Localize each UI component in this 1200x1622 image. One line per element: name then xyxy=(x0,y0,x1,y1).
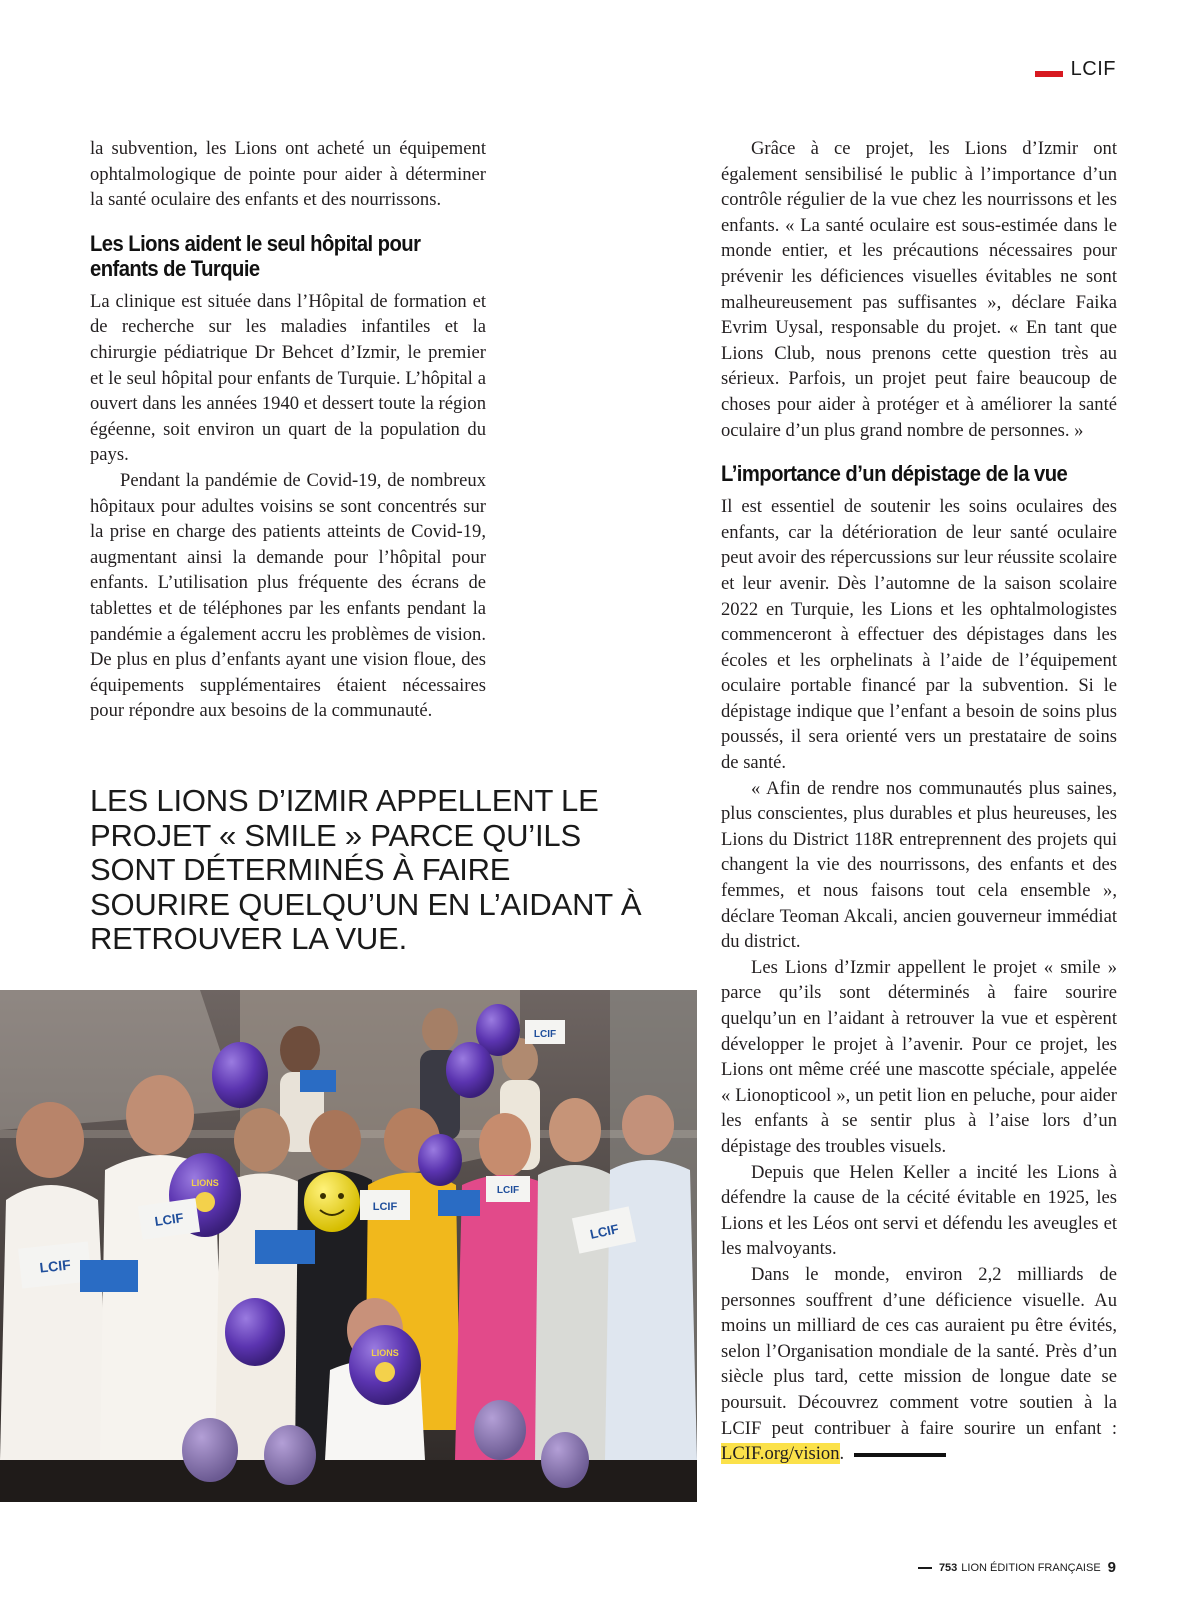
section-heading: Les Lions aident le seul hôpital pour enfants de Turquie xyxy=(90,230,421,281)
balloon-text: LIONS xyxy=(371,1348,399,1358)
right-column xyxy=(721,136,1117,1467)
sign-text: LCIF xyxy=(533,1029,557,1040)
sign-text: LCIF xyxy=(496,1185,520,1196)
left-column xyxy=(90,136,486,724)
footer-dash xyxy=(918,1567,932,1569)
paragraph: « Afin de rendre nos communautés plus saines, plus conscientes, plus durables et plus heureuses, les Lions du District 118R entreprennent des projets qui changent la vie des nourrissons, des enfants et des femmes, et nous faisons tout cela ensemble », déclare Teoman Akcali, ancien gouverneur immédiat du district. xyxy=(721,777,1117,953)
section-accent-bar xyxy=(1035,71,1063,77)
section-label: LCIF xyxy=(1070,58,1116,80)
section-tag xyxy=(1035,58,1116,81)
end-of-article-mark xyxy=(854,1453,946,1457)
sign-text: LCIF xyxy=(588,1221,621,1242)
magazine-name: LION ÉDITION FRANÇAISE xyxy=(961,1561,1101,1574)
paragraph: Grâce à ce projet, les Lions d’Izmir ont également sensibilisé le public à l’importance d’un contrôle régulier de la vue chez les nourrissons et les enfants. « La santé oculaire est sous-estimée dans le monde entier, et les précautions nécessaires pour prévenir les déficiences visuelles évitables ne sont malheureusement pas suffisantes », déclare Faika Evrim Uysal, responsable du projet. « En tant que Lions Club, nous prenons cette question très au sérieux. Parfois, un projet peut faire beaucoup de choses pour aider à protéger et à améliorer la santé oculaire d’un plus grand nombre de personnes. » xyxy=(721,138,1117,441)
page-footer xyxy=(918,1559,1116,1576)
paragraph: la subvention, les Lions ont acheté un équipement ophtalmologique de pointe pour aider à déterminer la santé oculaire des enfants et des nourrissons. xyxy=(90,138,486,211)
balloon-text: LIONS xyxy=(191,1178,219,1188)
paragraph: Les Lions d’Izmir appellent le projet « smile » parce qu’ils sont déterminés à faire sourire quelqu’un en l’aidant à retrouver la vue et espèrent développer le projet à l’avenir. Pour ce projet, les Lions ont même créé une mascotte spéciale, appelée « Lionopticool », un petit lion en peluche, pour aider les enfants à se sentir plus à l’aise lors d’un dépistage des troubles visuels. xyxy=(721,956,1117,1157)
paragraph: La clinique est située dans l’Hôpital de formation et de recherche sur les maladies infantiles et la chirurgie pédiatrique Dr Behcet d’Izmir, le premier et le seul hôpital pour enfants de Turquie. L’hôpital a ouvert dans les années 1940 et dessert toute la région égéenne, soit environ un quart de la population du pays. xyxy=(90,290,486,466)
paragraph: Pendant la pandémie de Covid-19, de nombreux hôpitaux pour adultes voisins se sont concentrés sur la prise en charge des patients atteints de Covid-19, augmentant ainsi la demande pour l’hôpital pour enfants. L’utilisation plus fréquente des écrans de tablettes et de téléphones par les enfants pendant la pandémie a également accru les problèmes de vision. De plus en plus d’enfants ayant une vision floue, des équipements supplémentaires étaient nécessaires pour répondre aux besoins de la communauté. xyxy=(90,469,486,722)
paragraph-text: Dans le monde, environ 2,2 milliards de personnes souffrent d’une déficience visuelle. Au moins un milliard de ces cas auraient pu être évités, selon l’Organisation mondiale de la santé. Près d’un siècle plus tard, cette mission de longue date se poursuit. Découvrez comment votre soutien à la LCIF peut contribuer à faire sourire un enfant : xyxy=(721,1263,1117,1439)
page-number: 9 xyxy=(1107,1559,1116,1576)
paragraph: Il est essentiel de soutenir les soins oculaires des enfants, car la détérioration de leur santé oculaire peut avoir des répercussions sur leur réussite scolaire et leur avenir. Dès l’automne de la saison scolaire 2022 en Turquie, les Lions et les ophtalmologistes commenceront à effectuer des dépistages dans les écoles et les orphelinats à l’aide de l’équipement oculaire portable financé par la subvention. Si le dépistage indique que l’enfant a besoin de soins plus poussés, il sera orienté vers un prestataire de soins de santé. xyxy=(721,496,1117,774)
issue-number: 753 xyxy=(938,1561,958,1574)
paragraph: Depuis que Helen Keller a incité les Lions à défendre la cause de la cécité évitable en 1925, les Lions et les Léos ont servi et défendu les aveugles et les malvoyants. xyxy=(721,1161,1117,1260)
closing-paragraph xyxy=(721,1262,1117,1467)
lcif-vision-link[interactable]: LCIF.org/vision xyxy=(721,1443,840,1465)
group-photo xyxy=(0,990,697,1502)
pull-quote: LES LIONS D’IZMIR APPELLENT LE PROJET « SMILE » PARCE QU’ILS SONT DÉTERMINÉS À FAIRE SOURIRE QUELQU’UN EN L’AIDANT À RETROUVER LA VUE. xyxy=(90,783,642,956)
sign-text: LCIF xyxy=(38,1256,72,1276)
sign-text: LCIF xyxy=(153,1210,185,1229)
section-heading: L’importance d’un dépistage de la vue xyxy=(721,461,1068,487)
sign-text: LCIF xyxy=(372,1201,398,1213)
link-trailing-punctuation: . xyxy=(839,1443,845,1465)
